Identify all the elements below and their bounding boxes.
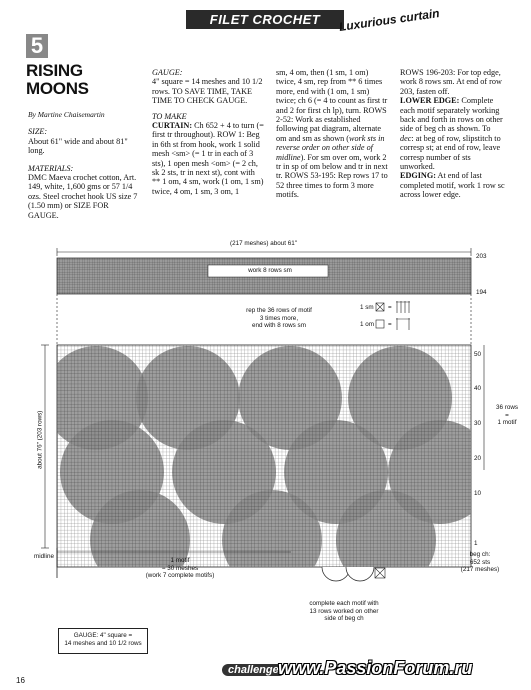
scale-1: 1: [474, 540, 478, 547]
gauge-text: 4" square = 14 meshes and 10 1/2 rows. TO SAVE TIME, TAKE TIME TO CHECK GAUGE.: [152, 77, 263, 106]
complete-motif-line-3: side of beg ch: [324, 615, 364, 622]
repeat-note-line-2: 3 times more,: [259, 314, 299, 322]
scale-20: 20: [474, 455, 482, 462]
repeat-note-line-3: end with 8 rows sm: [252, 322, 306, 329]
rows-per-motif: [487, 404, 527, 427]
section-banner: FILET CROCHET: [186, 10, 344, 29]
lower-edge-text-2: : at beg of row, slipstitch to corresp st; at end of row, leave corresp number of sts unworked.: [400, 133, 501, 172]
legend-sm-label: 1 sm: [360, 304, 374, 311]
moon-motifs: [44, 346, 492, 590]
rows-text-b: ). For sm over om, work 2 tr in sp of om below and tr in next tr. ROWS 53-195: Rep rows 17 to 52 three times to form 3 more motifs.: [276, 152, 388, 200]
legend-om-equals: =: [388, 321, 392, 328]
rows-text-italic: work sts in reverse order on other side of midline: [276, 133, 385, 162]
curtain-text: Ch 652 + 4 to turn (= first tr throughout). ROW 1: Beg in 6th st from hook, work 1 solid mesh <sm> (= 1 tr in each of 3 sts), 1 open mesh <om> (= 2 ch, sk 2 sts, tr in next st), cont with ** 1 om, 4 sm, work (1 om, 1 sm) twice, 4 om, 1 sm, 3 om, 1: [152, 121, 264, 196]
curtain-label: CURTAIN:: [152, 121, 193, 131]
gauge-box: [58, 628, 148, 654]
rows-per-motif-line-1: 36 rows: [495, 404, 519, 411]
beg-chain-line-3: (217 meshes): [460, 566, 500, 573]
scale-10: 10: [474, 490, 482, 497]
row-194-label: 194: [476, 289, 487, 296]
top-edge-text: ROWS 196-203: For top edge, work 8 rows sm. At end of row 203, fasten off.: [400, 68, 502, 96]
legend-solid-mesh-symbol: [376, 301, 410, 313]
lower-edge-text: Complete each motif separately working back and forth in rows on other side of beg ch as shown. To: [400, 96, 503, 134]
beg-chain-line-1: beg ch:: [469, 551, 491, 558]
lower-edge-scallops: [322, 567, 385, 581]
beg-chain-note: [448, 551, 512, 574]
edging-text: At end of last completed motif, work 1 row sc across lower edge.: [400, 171, 505, 200]
legend-om-label: 1 om: [360, 321, 374, 328]
height-label: about 76" (203 rows): [36, 410, 44, 469]
lower-edge-label: LOWER EDGE:: [400, 96, 460, 106]
rows-per-motif-line-2: =: [505, 411, 509, 419]
legend-sm-equals: =: [388, 304, 392, 311]
brand-logo: challenge: [222, 664, 285, 676]
midline-label: midline: [34, 553, 54, 560]
complete-motif-note: [294, 600, 394, 623]
edging-label: EDGING:: [400, 171, 436, 181]
legend-open-mesh-symbol: [376, 318, 410, 330]
motif-note: [120, 557, 240, 580]
repeat-note-line-1: rep the 36 rows of motif: [246, 307, 312, 314]
scale-30: 30: [474, 420, 482, 427]
watermark: www.PassionForum.ru: [278, 658, 473, 678]
rows-text-a: sm, 4 om, then (1 sm, 1 om) twice, 4 sm, rep from ** 6 times more, end with (1 om, 1 sm) twice; ch 6 (= 4 to count as first tr and 2 for first ch lp), turn. ROWS 2-52: Work as established following pat diagram, alternate om and sm as shown (: [276, 68, 388, 143]
dec-italic: dec: [400, 133, 412, 143]
scale-50: 50: [474, 351, 482, 358]
size-heading: SIZE:: [28, 127, 48, 137]
motif-note-line-1: 1 motif: [170, 557, 190, 564]
beg-chain-line-2: 652 sts: [469, 558, 491, 566]
pattern-number: 5: [26, 34, 48, 58]
repeat-note: [224, 307, 334, 330]
gauge-box-line-2: 14 meshes and 10 1/2 rows: [64, 639, 142, 647]
make-heading: TO MAKE: [152, 111, 187, 121]
width-label: (217 meshes) about 61": [230, 240, 297, 247]
materials-text: DMC Maeva crochet cotton, Art. 149, white, 1,600 gms or 57 1/4 ozs. Steel crochet hook US size 7 (1.50 mm) or SIZE FOR GAUGE.: [28, 173, 138, 220]
tagline: Luxurious curtain: [338, 6, 441, 34]
complete-motif-line-1: complete each motif with: [309, 600, 379, 607]
byline: By Martine Chaisemartin: [28, 110, 105, 119]
row-203-label: 203: [476, 253, 487, 260]
gauge-box-line-1: GAUGE: 4" square =: [73, 632, 133, 639]
gauge-heading: GAUGE:: [152, 68, 183, 77]
scale-40: 40: [474, 385, 482, 392]
title-line-1: RISING: [26, 61, 83, 80]
rows-per-motif-line-3: 1 motif: [497, 419, 517, 426]
motif-note-line-3: (work 7 complete motifs): [145, 572, 215, 579]
complete-motif-line-2: 13 rows worked on other: [309, 607, 379, 615]
motif-note-line-2: = 30 meshes: [161, 564, 199, 572]
size-text: About 61" wide and about 81" long.: [28, 136, 128, 156]
work-top-label: work 8 rows sm: [248, 267, 292, 274]
title-line-2: MOONS: [26, 79, 89, 98]
page-number: 16: [16, 676, 25, 685]
materials-heading: MATERIALS:: [28, 163, 74, 173]
